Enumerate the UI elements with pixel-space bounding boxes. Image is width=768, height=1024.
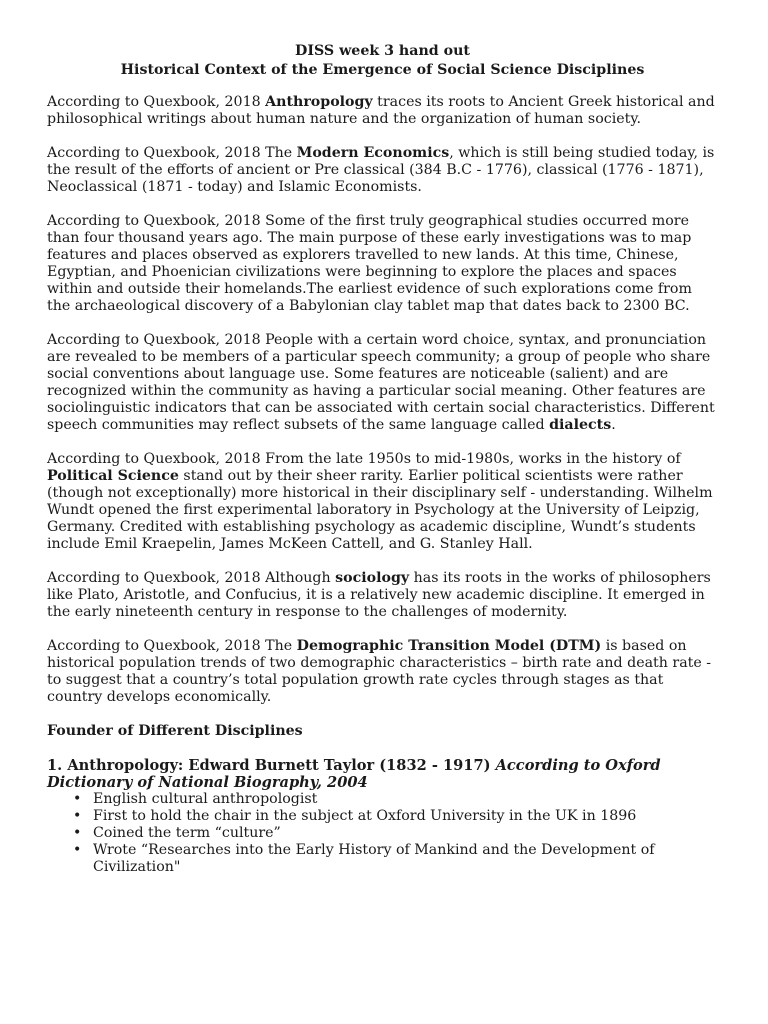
document-subtitle: Historical Context of the Emergence of Social Science Disciplines xyxy=(120,62,645,78)
paragraph-geography: According to Quexbook, 2018 Some of the first truly geographical studies occurred more than four thousand years ago. The main purpose of these early investigations was to map features and places observed as explorers travelled to new lands. At this time, Chinese, Egyptian, and Phoenician civilizations were beginning to explore the places and spaces within and outside their homelands.The earliest evidence of such explorations come from the archaeological discovery of a Babylonian clay tablet map that dates back to 2300 BC. xyxy=(47,213,692,314)
paragraph-political-science: According to Quexbook, 2018 From the late 1950s to mid-1980s, works in the history of Political Science stand out by their sheer rarity. Earlier political scientists were rather (though not exceptionally) more historical in their disciplinary self - understanding. Wilhelm Wundt opened the first experimental laboratory in Psychology at the University of Leipzig, Germany. Credited with establishing psychology as academic discipline, Wundt’s students include Emil Kraepelin, James McKeen Cattell, and G. Stanley Hall. xyxy=(47,451,713,552)
document-title: DISS week 3 hand out xyxy=(295,43,470,59)
title-block xyxy=(47,42,718,80)
paragraph-sociology: According to Quexbook, 2018 Although sociology has its roots in the works of philosophers like Plato, Aristotle, and Confucius, it is a relatively new academic discipline. It emerged in the early nineteenth century in response to the challenges of modernity. xyxy=(47,570,711,620)
founder-heading-anthropology: 1. Anthropology: Edward Burnett Taylor (1832 - 1917) According to Oxford Dictionary of National Biography, 2004 xyxy=(47,757,661,791)
paragraph-linguistics: According to Quexbook, 2018 People with a certain word choice, syntax, and pronunciation are revealed to be members of a particular speech community; a group of people who share social conventions about language use. Some features are noticeable (salient) and are recognized within the community as having a particular social meaning. Other features are sociolinguistic indicators that can be associated with certain social characteristics. Different speech communities may reflect subsets of the same language called dialects. xyxy=(47,332,715,433)
paragraph-demography: According to Quexbook, 2018 The Demographic Transition Model (DTM) is based on historical population trends of two demographic characteristics – birth rate and death rate - to suggest that a country’s total population growth rate cycles through stages as that country develops economically. xyxy=(47,638,712,705)
list-item: • English cultural anthropologist xyxy=(93,791,718,808)
section-heading-founders: Founder of Different Disciplines xyxy=(47,723,303,739)
founder-bullet-list xyxy=(47,791,718,876)
paragraph-economics: According to Quexbook, 2018 The Modern Economics, which is still being studied today, is the result of the efforts of ancient or Pre classical (384 B.C - 1776), classical (1776 - 1871), Neoclassical (1871 - today) and Islamic Economists. xyxy=(47,145,715,195)
list-item: • Coined the term “culture” xyxy=(93,825,718,842)
list-item: • First to hold the chair in the subject at Oxford University in the UK in 1896 xyxy=(93,808,718,825)
list-item: • Wrote “Researches into the Early History of Mankind and the Development of Civilization" xyxy=(93,842,718,876)
founder-source: According to Oxford Dictionary of National Biography, 2004 xyxy=(47,757,661,791)
paragraph-anthropology: According to Quexbook, 2018 Anthropology traces its roots to Ancient Greek historical and philosophical writings about human nature and the organization of human society. xyxy=(47,94,715,127)
